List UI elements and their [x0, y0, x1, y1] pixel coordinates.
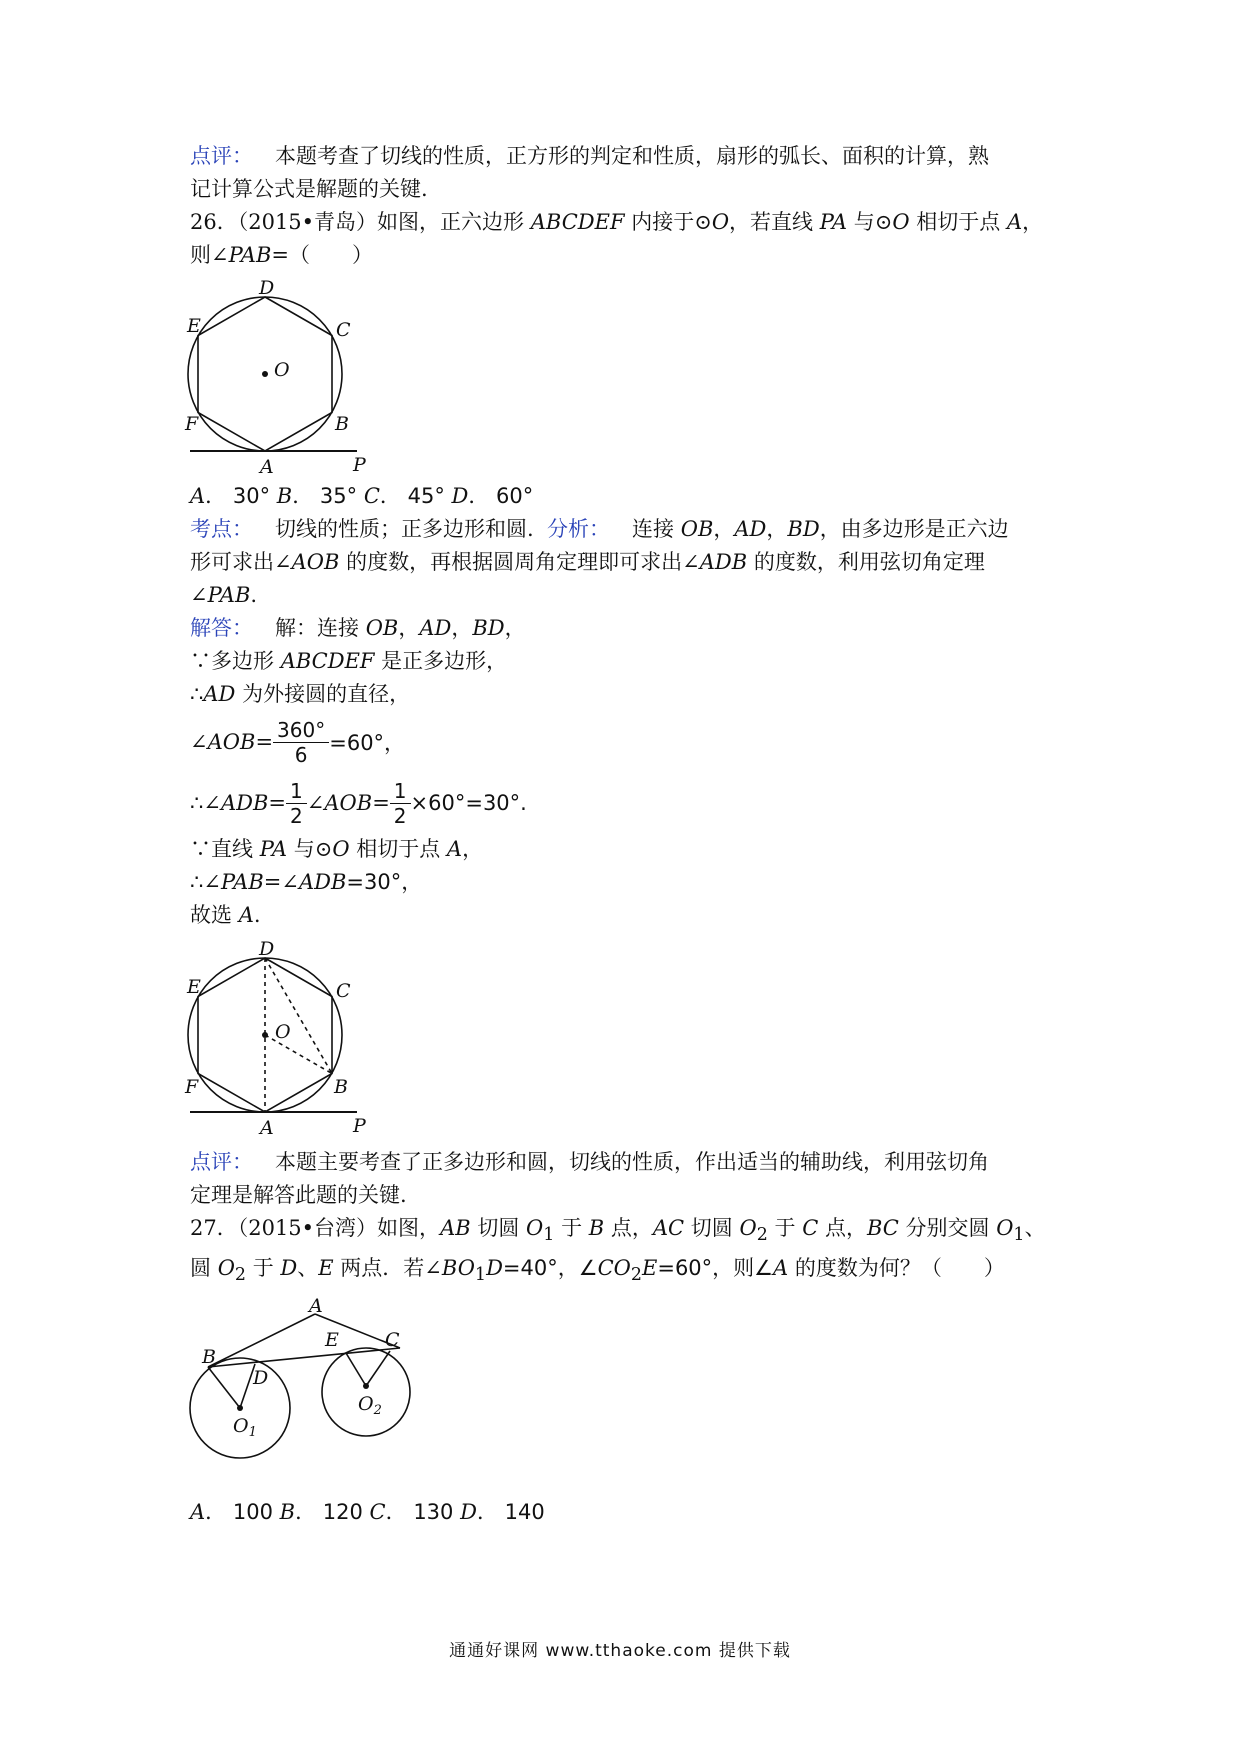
fenxi-label: 分析：: [547, 517, 611, 541]
q26-solution-figure: [185, 936, 410, 1146]
q26-solution-line-3: ∴AD 为外接圆的直径，: [190, 682, 411, 706]
q26-solution-line-2: ∵多边形 ABCDEF 是正多边形，: [190, 649, 508, 673]
q27-figure-two-circles: [190, 1295, 440, 1490]
review-label: 点评：: [190, 1150, 253, 1174]
label-c: C: [336, 319, 351, 341]
review-2-line-2: 定理是解答此题的关键.: [190, 1183, 407, 1207]
q27-choices: A． 100 B． 120 C． 130 D． 140: [190, 1500, 545, 1525]
label-a: A: [309, 1295, 323, 1318]
label-o2: $O_2$: [358, 1393, 382, 1419]
label-b: B: [334, 1076, 348, 1098]
q26-solution-line-7: ∴∠PAB=∠ADB=30°，: [190, 870, 423, 894]
q26-solution-line-1: 解答： 解：连接 OB，AD，BD，: [190, 616, 526, 640]
q26-stem-line-2: 则∠PAB=（ ）: [190, 243, 374, 267]
kaodian-label: 考点：: [190, 517, 253, 541]
review-1-line-1: [190, 140, 1070, 173]
label-c: C: [385, 1329, 400, 1352]
label-o1: $O_1$: [233, 1415, 257, 1441]
fraction: $\frac{1}{2}$: [286, 779, 307, 828]
label-o: O: [274, 359, 290, 381]
review-1-line-2: [190, 173, 1070, 206]
q26-analysis-line-2: 形可求出∠AOB 的度数，再根据圆周角定理即可求出∠ADB 的度数，利用弦切角定理: [190, 550, 985, 574]
q26-analysis-line-1: 考点： 切线的性质；正多边形和圆. 分析： 连接 OB，AD，BD，由多边形是正六边: [190, 517, 1009, 541]
label-d: D: [259, 277, 275, 299]
q26-solution-line-5: ∴∠ ADB = $\frac{1}{2}$ ∠ AOB = $\frac{1}{2}$ ×60°=30°.: [190, 778, 527, 828]
label-e: E: [187, 976, 201, 998]
label-d: D: [259, 938, 275, 960]
q26-solution-line-8: 故选 A.: [190, 903, 261, 927]
label-p: P: [353, 454, 366, 476]
label-c: C: [336, 980, 351, 1002]
q26-solution-line-4: ∠ AOB = $\frac{360^\circ}{6}$ =60°，: [190, 717, 406, 767]
review-label: 点评：: [190, 144, 253, 168]
q26-solution-line-6: ∵直线 PA 与⊙O 相切于点 A，: [190, 837, 484, 861]
q26-choices: A． 30° B． 35° C． 45° D． 60°: [190, 484, 534, 508]
label-a: A: [260, 456, 274, 478]
label-p: P: [353, 1115, 366, 1137]
page-footer: 通通好课网 www.tthaoke.com 提供下载: [449, 1641, 791, 1661]
label-f: F: [185, 1076, 199, 1098]
label-d: D: [253, 1367, 269, 1390]
jieda-label: 解答：: [190, 616, 253, 640]
label-f: F: [185, 413, 199, 435]
label-a: A: [260, 1117, 274, 1139]
review-text: 本题考查了切线的性质，正方形的判定和性质，扇形的弧长、面积的计算，熟: [275, 144, 989, 168]
label-e: E: [325, 1329, 339, 1352]
review-text: 记计算公式是解题的关键.: [190, 177, 428, 201]
label-b: B: [202, 1346, 216, 1369]
q27-stem-line-2: 圆 $O_2$ 于 D、E 两点．若$\angle BO_1D=40^\circ$，$\angle CO_2E=60^\circ$，则∠A 的度数为何？（ ）: [190, 1256, 1005, 1286]
review-2-line-1: 点评： 本题主要考查了正多边形和圆，切线的性质，作出适当的辅助线，利用弦切角: [190, 1150, 989, 1174]
fraction: $\frac{1}{2}$: [390, 779, 411, 828]
document-body: [185, 140, 1070, 1529]
q27-stem-line-1: 27．（2015•台湾）如图，AB 切圆 $O_1$ 于 B 点，AC 切圆 $O_2$ 于 C 点，BC 分别交圆 $O_1$、: [190, 1216, 1046, 1246]
label-o: O: [275, 1021, 291, 1043]
label-b: B: [335, 413, 349, 435]
label-e: E: [187, 315, 201, 337]
q26-stem-line-1: 26．（2015•青岛）如图，正六边形 ABCDEF 内接于⊙O，若直线 PA 与⊙O 相切于点 A，: [190, 210, 1044, 234]
q26-figure-hexagon: [185, 277, 410, 478]
fraction: $\frac{360^\circ}{6}$: [273, 718, 329, 767]
q26-analysis-line-3: ∠PAB.: [190, 583, 258, 607]
